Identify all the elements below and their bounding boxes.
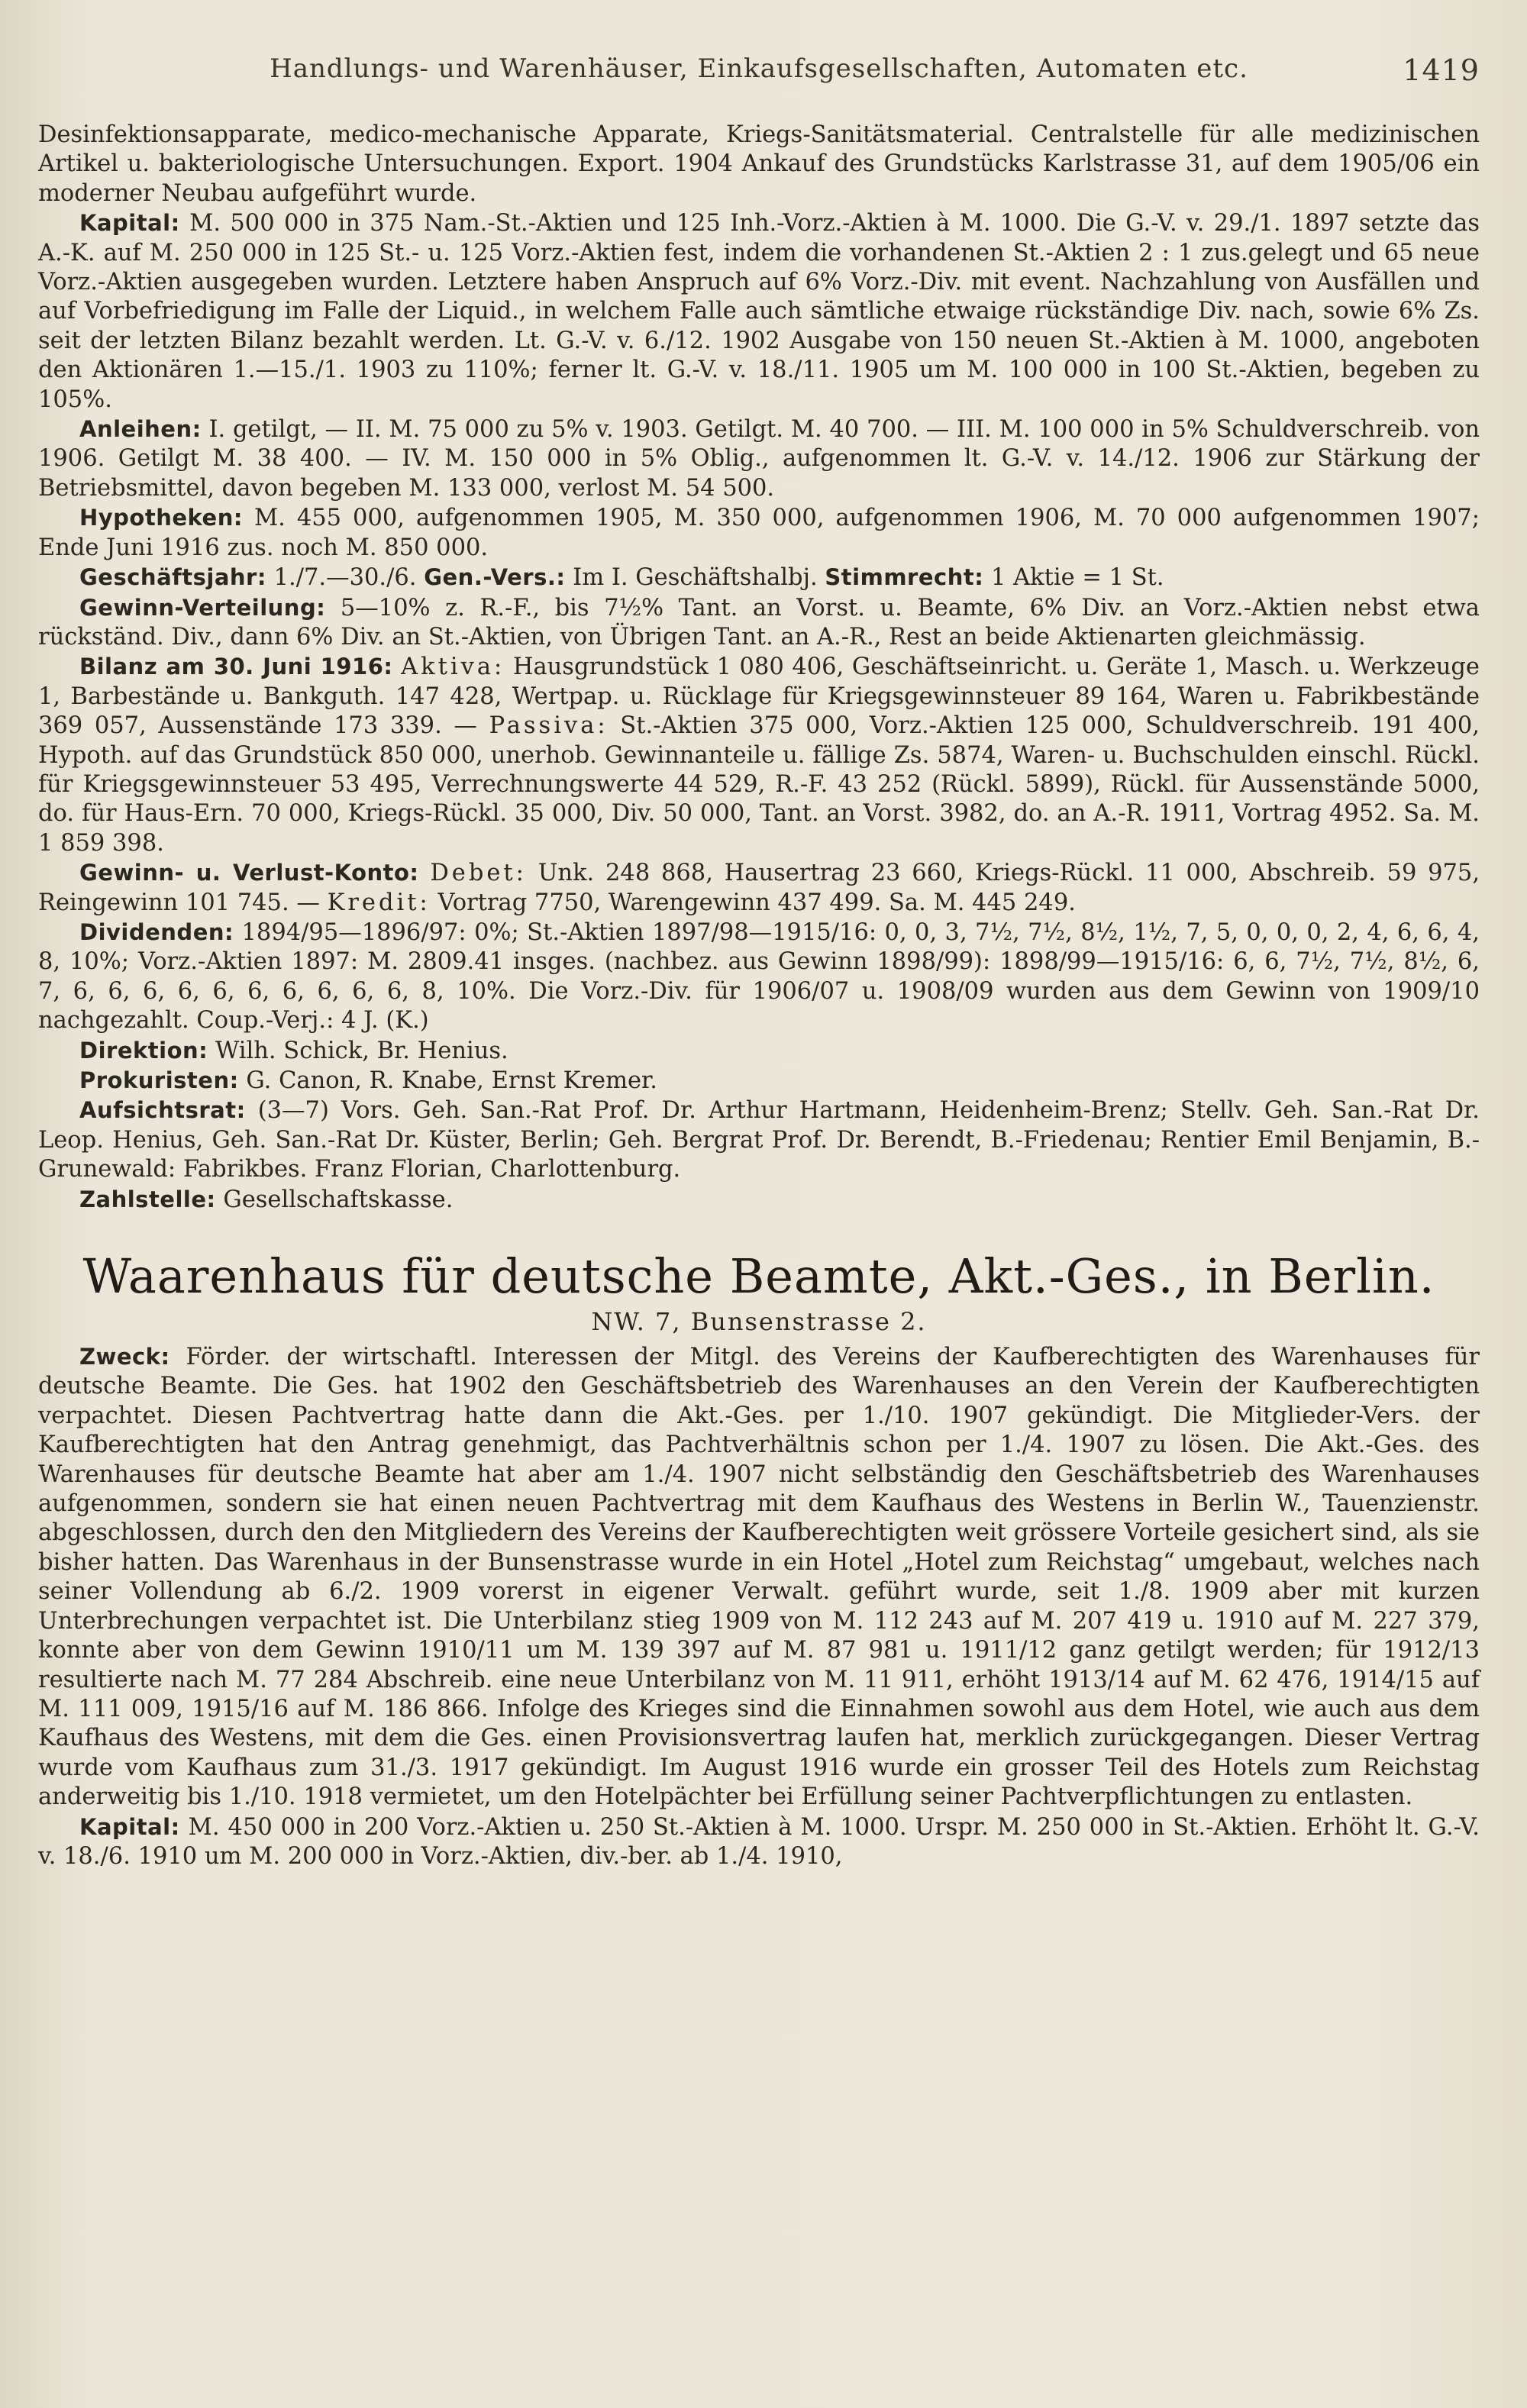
direktion-paragraph [38,1036,1480,1066]
kapital-text: M. 500 000 in 375 Nam.-St.-Aktien und 125 Inh.-Vorz.-Aktien à M. 1000. Die G.-V. v. 29./1. 1897 setzte das A.-K. auf M. 250 000 in 125 St.- u. 125 Vorz.-Aktien fest, indem die vorhandenen St.-Aktien 2 : 1 zus.gelegt und 65 neue Vorz.-Aktien ausgegeben wurden. Letztere haben Anspruch auf 6% Vorz.-Div. mit event. Nachzahlung von Ausfällen und auf Vorbefriedigung im Falle der Liquid., in welchem Falle auch sämtliche etwaige rückständige Div. nach, sowie 6% Zs. seit der letzten Bilanz bezahlt werden. Lt. G.-V. v. 6./12. 1902 Ausgabe von 150 neuen St.-Aktien à M. 1000, angeboten den Aktionären 1.—15./1. 1903 zu 110%; ferner lt. G.-V. v. 18./11. 1905 um M. 100 000 in 100 St.-Aktien, begeben zu 105%. [38,210,1480,413]
geschaeftsjahr-text: 1./7.—30./6. [273,564,417,592]
genvers-label: Gen.-Vers.: [424,564,566,591]
hypotheken-paragraph [38,503,1480,563]
guv-label: Gewinn- u. Verlust-Konto: [79,860,419,886]
running-title: Handlungs- und Warenhäuser, Einkaufsgesellschaften, Automaten etc. [270,53,1248,84]
anleihen-paragraph [38,415,1480,503]
guv-debet-label: Debet: [430,860,527,887]
kapital2-paragraph [38,1812,1480,1872]
zahlstelle-label: Zahlstelle: [79,1186,216,1212]
stimmrecht-label: Stimmrecht: [825,564,984,591]
prokuristen-text: G. Canon, R. Knabe, Ernst Kremer. [246,1067,657,1094]
gewinnverteilung-label: Gewinn-Verteilung: [79,594,326,621]
geschaeftsjahr-paragraph [38,563,1480,592]
section-company-2 [38,1342,1480,1871]
bilanz-label: Bilanz am 30. Juni 1916: [79,654,393,680]
bilanz-passiva-text: St.-Aktien 375 000, Vorz.-Aktien 125 000, Schuldverschreib. 191 400, Hypoth. auf das Grundstück 850 000, unerhob. Gewinnanteile u. fällige Zs. 5874, Waren- u. Buchschulden einschl. Rückl. für Kriegsgewinnsteuer 53 495, Verrechnungswerte 44 529, R.-F. 43 252 (Rückl. 5899), Rückl. für Aussenstände 5000, do. für Haus-Ern. 70 000, Kriegs-Rückl. 35 000, Div. 50 000, Tant. an Vorst. 3982, do. an A.-R. 1911, Vortrag 4952. Sa. M. 1 859 398. [38,712,1480,857]
bilanz-passiva-label: Passiva: [489,712,609,740]
zweck-label: Zweck: [79,1344,170,1370]
hypotheken-label: Hypotheken: [79,505,243,531]
page-number: 1419 [1403,53,1480,87]
kapital2-label: Kapital: [79,1813,180,1840]
zahlstelle-paragraph [38,1185,1480,1215]
genvers-text: Im I. Geschäftshalbj. [573,564,818,592]
aufsichtsrat-paragraph [38,1096,1480,1184]
aufsichtsrat-text: (3—7) Vors. Geh. San.-Rat Prof. Dr. Arthur Hartmann, Heidenheim-Brenz; Stellv. Geh. San.-Rat Dr. Leop. Henius, Geh. San.-Rat Dr. Küster, Berlin; Geh. Bergrat Prof. Dr. Berendt, B.-Friedenau; Rentier Emil Benjamin, B.-Grunewald: Fabrikbes. Franz Florian, Charlottenburg. [38,1097,1480,1183]
guv-debet-text: Unk. 248 868, Hausertrag 23 660, Kriegs-Rückl. 11 000, Abschreib. 59 975, Reingewinn 101 745. — [38,860,1480,916]
prokuristen-label: Prokuristen: [79,1067,239,1093]
guv-kredit-text: Vortrag 7750, Warengewinn 437 499. Sa. M. 445 249. [437,889,1076,916]
bilanz-paragraph [38,652,1480,858]
stimmrecht-text: 1 Aktie = 1 St. [991,564,1164,592]
dividenden-text: 1894/95—1896/97: 0%; St.-Aktien 1897/98—1915/16: 0, 0, 3, 7½, 7½, 8½, 1½, 7, 5, 0, 0, 0, 2, 4, 6, 6, 4, 8, 10%; Vorz.-Aktien 1897: M. 2809.41 insges. (nachbez. aus Gewinn 1898/99): 1898/99—1915/16: 6, 6, 7½, 7½, 8½, 6, 7, 6, 6, 6, 6, 6, 6, 6, 6, 6, 6, 8, 10%. Die Vorz.-Div. für 1906/07 u. 1908/09 wurden aus dem Gewinn von 1909/10 nachgezahlt. Coup.-Verj.: 4 J. (K.) [38,918,1480,1035]
zahlstelle-text: Gesellschaftskasse. [223,1186,454,1213]
prokuristen-paragraph [38,1066,1480,1096]
company-address: NW. 7, Bunsenstrasse 2. [591,1307,927,1337]
kapital-label: Kapital: [79,210,180,237]
geschaeftsjahr-label: Geschäftsjahr: [79,564,266,591]
anleihen-label: Anleihen: [79,416,202,443]
section-company-1 [38,121,1480,1215]
direktion-text: Wilh. Schick, Br. Henius. [215,1037,508,1064]
zweck-text: Förder. der wirtschaftl. Interessen der Mitgl. des Vereins der Kaufberechtigten des Warenhauses für deutsche Beamte. Die Ges. hat 1902 den Geschäftsbetrieb des Warenhauses an den Verein der Kaufberechtigten verpachtet. Diesen Pachtvertrag hatte dann die Akt.-Ges. per 1./10. 1907 gekündigt. Die Mitglieder-Vers. der Kaufberechtigten hat den Antrag genehmigt, das Pachtverhältnis schon per 1./4. 1907 zu lösen. Die Akt.-Ges. des Warenhauses für deutsche Beamte hat aber am 1./4. 1907 nicht selbständig den Geschäftsbetrieb des Warenhauses aufgenommen, sondern sie hat einen neuen Pachtvertrag mit dem Kaufhaus des Westens in Berlin W., Tauenzienstr. abgeschlossen, durch den den Mitgliedern des Vereins der Kaufberechtigten weit grössere Vorteile gesichert sind, als sie bisher hatten. Das Warenhaus in der Bunsenstrasse wurde in ein Hotel „Hotel zum Reichstag“ umgebaut, welches nach seiner Vollendung ab 6./2. 1909 vorerst in eigener Verwalt. geführt wurde, seit 1./8. 1909 aber mit kurzen Unterbrechungen verpachtet ist. Die Unterbilanz stieg 1909 von M. 112 243 auf M. 207 419 u. 1910 auf M. 227 379, konnte aber von dem Gewinn 1910/11 um M. 139 397 auf M. 87 981 u. 1911/12 ganz getilgt werden; für 1912/13 resultierte nach M. 77 284 Abschreib. eine neue Unterbilanz von M. 11 911, erhöht 1913/14 auf M. 62 476, 1914/15 auf M. 111 009, 1915/16 auf M. 186 866. Infolge des Krieges sind die Einnahmen sowohl aus dem Hotel, wie auch aus dem Kaufhaus des Westens, mit dem die Ges. einen Provisionsvertrag laufen hat, merklich zurückgegangen. Dieser Vertrag wurde vom Kaufhaus zum 31./3. 1917 gekündigt. Im August 1916 wurde ein grosser Teil des Hotels zum Reichstag anderweitig bis 1./10. 1918 vermietet, um den Hotelpächter bei Erfüllung seiner Pachtverpflichtungen zu entlasten. [38,1344,1480,1811]
hypotheken-text: M. 455 000, aufgenommen 1905, M. 350 000, aufgenommen 1906, M. 70 000 aufgenommen 1907; Ende Juni 1916 zus. noch M. 850 000. [38,505,1480,561]
bilanz-aktiva-label: Aktiva: [401,654,505,681]
anleihen-text: I. getilgt, — II. M. 75 000 zu 5% v. 1903. Getilgt. M. 40 700. — III. M. 100 000 in 5% Schuldverschreib. von 1906. Getilgt M. 38 400. — IV. M. 150 000 in 5% Oblig., aufgenommen lt. G.-V. v. 14./12. 1906 zur Stärkung der Betriebsmittel, davon begeben M. 133 000, verlost M. 54 500. [38,416,1480,502]
guv-kredit-label: Kredit: [327,889,431,916]
gewinnverteilung-paragraph [38,593,1480,653]
dividenden-paragraph [38,918,1480,1036]
aufsichtsrat-label: Aufsichtsrat: [79,1097,246,1124]
running-head [38,53,1480,87]
intro-paragraph: Desinfektionsapparate, medico-mechanische Apparate, Kriegs-Sanitätsmaterial. Centralstelle für alle medizinischen Artikel u. bakteriologische Untersuchungen. Export. 1904 Ankauf des Grundstücks Karlstrasse 31, auf dem 1905/06 ein moderner Neubau aufgeführt wurde. [38,121,1480,207]
gewinnverteilung-text: 5—10% z. R.-F., bis 7½% Tant. an Vorst. u. Beamte, 6% Div. an Vorz.-Aktien nebst etwa rückständ. Div., dann 6% Div. an St.-Aktien, von Übrigen Tant. an A.-R., Rest an beide Aktienarten gleichmässig. [38,594,1480,650]
guv-paragraph [38,858,1480,918]
kapital2-text: M. 450 000 in 200 Vorz.-Aktien u. 250 St.-Aktien à M. 1000. Urspr. M. 250 000 in St.-Aktien. Erhöht lt. G.-V. v. 18./6. 1910 um M. 200 000 in Vorz.-Aktien, div.-ber. ab 1./4. 1910, [38,1813,1480,1870]
bilanz-aktiva-text: Hausgrundstück 1 080 406, Geschäftseinricht. u. Geräte 1, Masch. u. Werkzeuge 1, Barbestände u. Bankguth. 147 428, Wertpap. u. Rücklage für Kriegsgewinnsteuer 89 164, Waren u. Fabrikbestände 369 057, Aussenstände 173 339. — [38,654,1480,740]
zweck-paragraph [38,1342,1480,1812]
kapital-paragraph [38,208,1480,415]
direktion-label: Direktion: [79,1037,208,1064]
company-title: Waarenhaus für deutsche Beamte, Akt.-Ges., in Berlin. [82,1248,1435,1305]
dividenden-label: Dividenden: [79,918,234,945]
